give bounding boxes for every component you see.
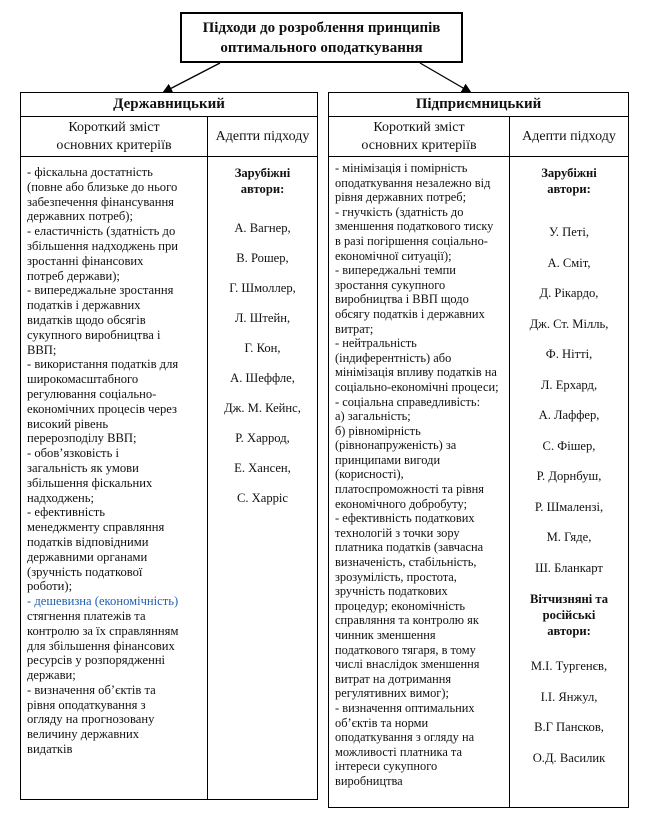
author-name: Ш. Бланкарт bbox=[535, 560, 603, 575]
criterion-line: забезпечення фінансування bbox=[27, 194, 174, 209]
authors-group-heading: Вітчизняні та bbox=[529, 592, 609, 606]
authors-group-heading: російські bbox=[542, 608, 596, 622]
right-col-authors-header bbox=[509, 117, 629, 157]
criterion-line: б) рівномірність bbox=[335, 423, 421, 438]
criterion-line: - випереджальне зростання bbox=[27, 283, 174, 298]
criterion-line: оподаткування з огляду на bbox=[335, 730, 475, 745]
author-name: Е. Хансен, bbox=[234, 461, 291, 475]
author-name: Р. Шмалензі, bbox=[534, 499, 604, 514]
criterion-line: - соціальна справедливість: bbox=[335, 394, 481, 409]
criterion-line: для збільшення фінансових bbox=[27, 638, 175, 653]
criterion-line: платника податків (завчасна bbox=[335, 540, 484, 555]
criterion-line: - гнучкість (здатність до bbox=[335, 204, 464, 219]
author-name: Дж. М. Кейнс, bbox=[224, 401, 301, 415]
author-name: М. Гяде, bbox=[546, 530, 592, 544]
criterion-line: зрозумілість, простота, bbox=[335, 569, 457, 584]
criterion-line: зростання сукупного bbox=[335, 277, 446, 292]
criterion-line: економічних процесів через bbox=[27, 401, 177, 416]
author-name: Р. Дорнбуш, bbox=[536, 469, 602, 483]
criterion-line: а) загальність; bbox=[335, 409, 411, 424]
author-name: С. Харріс bbox=[236, 491, 289, 505]
left-col-authors-header bbox=[207, 117, 318, 157]
criterion-line: в разі погіршення соціально- bbox=[335, 233, 488, 248]
right-col-criteria-header bbox=[329, 117, 509, 157]
criterion-line: високий рівень bbox=[27, 416, 109, 431]
criterion-line: - нейтральність bbox=[335, 336, 417, 351]
criterion-line: чинник зменшення bbox=[335, 628, 436, 642]
criterion-line: зменшення податкового тиску bbox=[335, 219, 494, 234]
criterion-line: видатків щодо обсягів bbox=[27, 312, 146, 327]
author-name: М.І. Тургенєв, bbox=[530, 659, 608, 673]
criterion-line: (зручність податкової bbox=[27, 564, 143, 579]
criterion-line: менеджменту справляння bbox=[27, 520, 165, 535]
author-name: Л. Ерхард, bbox=[540, 377, 598, 392]
authors-group-heading: автори: bbox=[547, 182, 591, 196]
criterion-line: (індиферентність) або bbox=[335, 350, 452, 365]
criterion-line: зручність податкових bbox=[335, 584, 448, 599]
criterion-line: податкового тягаря, в тому bbox=[335, 642, 476, 657]
connector-arrows bbox=[0, 0, 661, 100]
authors-group-heading: Зарубіжні bbox=[541, 166, 597, 180]
criterion-line: (корисності), bbox=[335, 467, 404, 482]
author-name: І.І. Янжул, bbox=[540, 689, 598, 704]
left-authors-list bbox=[207, 165, 318, 521]
author-name: С. Фішер, bbox=[542, 438, 596, 453]
criterion-line: рівня оподаткування з bbox=[27, 697, 146, 712]
criterion-line: державних потреб); bbox=[27, 209, 133, 224]
author-name: В.Г Пансков, bbox=[534, 720, 604, 734]
criterion-line: надходжень; bbox=[27, 490, 95, 505]
criterion-line: - визначення оптимальних bbox=[335, 700, 475, 715]
right-criteria-list bbox=[329, 161, 509, 789]
criterion-line: регулятивних вимог); bbox=[335, 686, 449, 701]
title-line-2: оптимального оподаткування bbox=[220, 39, 423, 56]
criterion-line: сукупного виробництва і bbox=[27, 327, 161, 342]
author-name: В. Рошер, bbox=[236, 251, 289, 265]
criterion-line: економічної ситуації); bbox=[335, 248, 452, 263]
criterion-line: - обов’язковість і bbox=[27, 446, 119, 461]
criterion-line: зростанні фінансових bbox=[27, 253, 144, 268]
criterion-line: (рівнонапруженість) за bbox=[335, 438, 457, 453]
criterion-line: економічного добробуту; bbox=[335, 496, 468, 511]
criterion-line: потреб держави); bbox=[27, 268, 120, 283]
authors-group-heading: автори: bbox=[547, 624, 591, 638]
header-line: основних критеріїв bbox=[56, 137, 172, 153]
panel-right bbox=[328, 92, 629, 808]
criterion-line: - ефективність bbox=[27, 505, 106, 520]
criterion-line: соціально-економічні процеси; bbox=[335, 379, 499, 394]
arrow-to-right bbox=[420, 63, 470, 92]
author-name: А. Сміт, bbox=[547, 255, 591, 270]
criterion-line: принципами вигоди bbox=[335, 452, 441, 467]
authors-group-heading: автори: bbox=[240, 182, 285, 196]
criterion-line: - використання податків для bbox=[27, 357, 179, 372]
criterion-line: - визначення об’єктів та bbox=[27, 682, 156, 697]
author-name: Р. Харрод, bbox=[235, 431, 290, 445]
criterion-line: - фіскальна достатність bbox=[27, 165, 153, 179]
criterion-line: - ефективність податкових bbox=[335, 511, 475, 526]
criterion-line: - еластичність (здатність до bbox=[27, 224, 176, 239]
criterion-line: технологій з точки зору bbox=[335, 525, 460, 540]
header-line: Короткий зміст bbox=[373, 119, 465, 135]
criterion-line: можливості платника та bbox=[335, 744, 462, 759]
author-name: Л. Штейн, bbox=[234, 311, 291, 325]
author-name: О.Д. Василик bbox=[532, 750, 606, 765]
author-name: Дж. Ст. Мілль, bbox=[529, 316, 609, 331]
criterion-line: величину державних bbox=[27, 727, 140, 742]
author-name: А. Шеффле, bbox=[230, 371, 295, 385]
criterion-line: огляду на прогнозовану bbox=[27, 712, 155, 727]
criterion-line: стягнення платежів та bbox=[27, 608, 146, 623]
criterion-line: збільшення фіскальних bbox=[27, 475, 153, 490]
arrow-to-left bbox=[164, 63, 220, 92]
criterion-line: перерозподілу ВВП; bbox=[27, 431, 137, 446]
criterion-line: загальність як умови bbox=[27, 460, 139, 475]
header-line: Короткий зміст bbox=[68, 119, 160, 135]
authors-group-heading: Зарубіжні bbox=[234, 166, 291, 180]
panel-left bbox=[20, 92, 318, 800]
criterion-line: контролю за їх справлянням bbox=[27, 623, 179, 638]
header-line: основних критеріїв bbox=[361, 137, 477, 153]
criterion-line: справляння та контролю як bbox=[335, 613, 479, 628]
criterion-line: роботи); bbox=[27, 579, 73, 594]
author-name: Г. Кон, bbox=[244, 341, 281, 355]
panel-left-title: Державницький bbox=[21, 93, 317, 117]
criterion-line: податків відповідними bbox=[27, 534, 149, 549]
title-line-1: Підходи до розроблення принципів bbox=[202, 19, 441, 36]
header-line: Адепти підходу bbox=[215, 128, 310, 144]
criterion-line: процедур; економічність bbox=[335, 598, 466, 613]
author-name: Ф. Нітті, bbox=[545, 347, 593, 361]
criterion-line: збільшення надходжень при bbox=[27, 238, 179, 253]
criterion-line: - мінімізація і помірність bbox=[335, 161, 468, 175]
criterion-line: регулювання соціально- bbox=[27, 386, 157, 401]
criterion-line: числі внаслідок зменшення bbox=[335, 657, 480, 672]
panel-right-title: Підприємницький bbox=[329, 93, 628, 117]
criterion-line: широкомасштабного bbox=[27, 372, 139, 387]
criterion-line: виробництва bbox=[335, 773, 403, 788]
right-authors-list bbox=[509, 165, 629, 781]
criterion-line: - дешевизна (економічність) bbox=[27, 594, 179, 609]
criterion-line: виробництва і ВВП щодо bbox=[335, 292, 469, 307]
criterion-line: податків і державних bbox=[27, 298, 141, 313]
criterion-line: платоспроможності та рівня bbox=[335, 482, 484, 497]
header-line: Адепти підходу bbox=[522, 128, 616, 144]
author-name: Д. Рікардо, bbox=[539, 286, 599, 300]
criterion-line: видатків bbox=[27, 742, 73, 757]
left-col-criteria-header bbox=[21, 117, 207, 157]
criterion-line: об’єктів та норми bbox=[335, 715, 429, 730]
criterion-line: - випереджальні темпи bbox=[335, 263, 456, 278]
criterion-line: (повне або близьке до нього bbox=[27, 179, 178, 194]
left-criteria-list bbox=[21, 165, 207, 757]
criterion-line: мінімізація впливу податків на bbox=[335, 365, 497, 380]
criterion-line: рівня державних потреб; bbox=[335, 190, 467, 205]
author-name: У. Петі, bbox=[549, 225, 589, 239]
criterion-line: ресурсів у розпорядженні bbox=[27, 653, 166, 668]
criterion-line: державними органами bbox=[27, 549, 148, 564]
criterion-line: витрат на дотримання bbox=[335, 671, 452, 686]
criterion-line: держави; bbox=[27, 668, 76, 683]
criterion-line: визначеність, стабільність, bbox=[335, 555, 477, 570]
criterion-line: обсягу податків і державних bbox=[335, 306, 485, 321]
author-name: Г. Шмоллер, bbox=[229, 281, 296, 295]
criterion-line: інтереси сукупного bbox=[335, 759, 438, 774]
criterion-line: оподаткування незалежно від bbox=[335, 175, 491, 190]
criterion-line: ВВП; bbox=[27, 342, 57, 357]
author-name: А. Вагнер, bbox=[234, 221, 291, 235]
author-name: А. Лаффер, bbox=[538, 408, 600, 422]
criterion-line: витрат; bbox=[335, 321, 374, 336]
